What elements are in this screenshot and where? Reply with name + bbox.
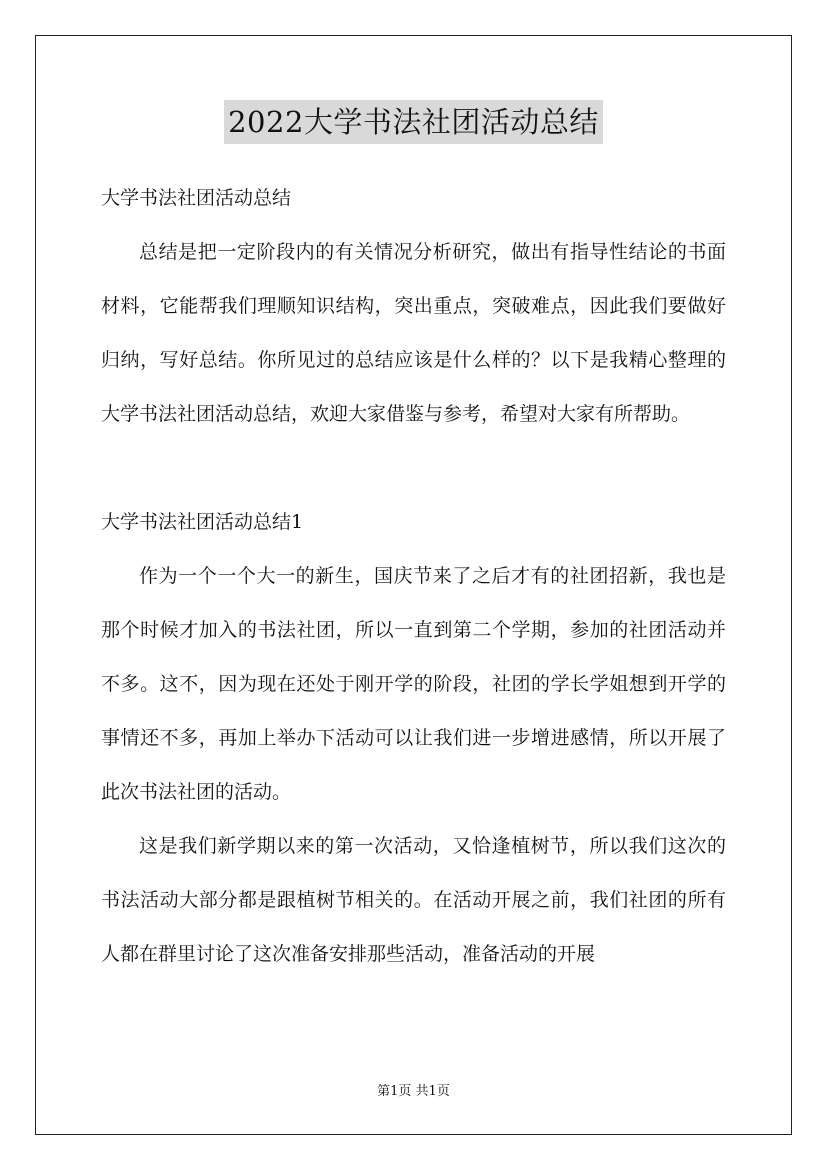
body-paragraph-1: 作为一个一个大一的新生，国庆节来了之后才有的社团招新，我也是那个时候才加入的书法社团，所以一直到第二个学期，参加的社团活动并不多。这不，因为现在还处于刚开学的阶段，社团的学长学姐想到开学的事情还不多，再加上举办下活动可以让我们进一步增进感情，所以开展了此次书法社团的活动。: [101, 565, 726, 803]
section-heading-1: 大学书法社团活动总结1: [101, 511, 304, 533]
blank-line: [101, 441, 726, 495]
document-body: [101, 171, 726, 981]
section-heading: 大学书法社团活动总结: [101, 187, 292, 209]
document-title-block: [0, 100, 827, 144]
intro-paragraph: 总结是把一定阶段内的有关情况分析研究，做出有指导性结论的书面材料，它能帮我们理顺知识结构，突出重点，突破难点，因此我们要做好归纳，写好总结。你所见过的总结应该是什么样的？以下是我精心整理的大学书法社团活动总结，欢迎大家借鉴与参考，希望对大家有所帮助。: [101, 241, 726, 425]
document-title: 2022大学书法社团活动总结: [224, 100, 603, 144]
page-footer: 第1页 共1页: [377, 1084, 450, 1099]
body-paragraph-2: 这是我们新学期以来的第一次活动，又恰逢植树节，所以我们这次的书法活动大部分都是跟植树节相关的。在活动开展之前，我们社团的所有人都在群里讨论了这次准备安排那些活动，准备活动的开展: [101, 835, 726, 965]
